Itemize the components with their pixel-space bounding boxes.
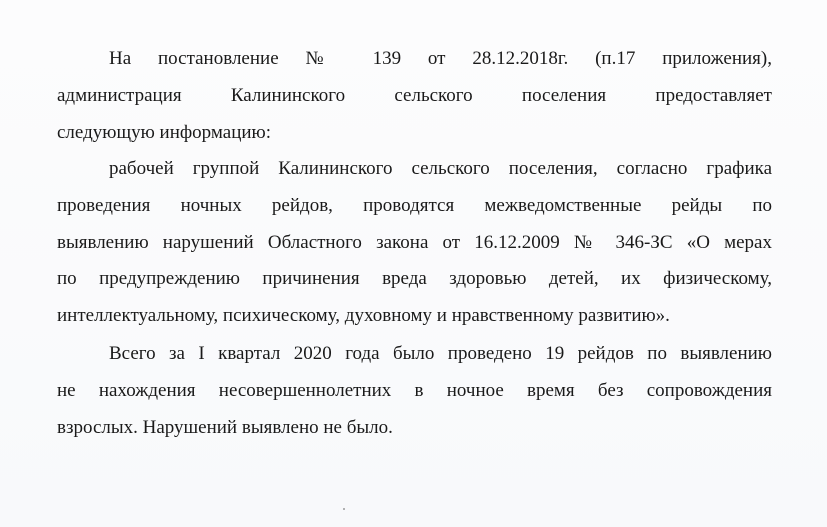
text-line: выявлению нарушений Областного закона от 16.12.2009 № 346-ЗС «О мерах xyxy=(57,231,772,253)
text-line: На постановление № 139 от 28.12.2018г. (п.17 приложения), xyxy=(109,48,772,69)
text-line: взрослых. Нарушений выявлено не было. xyxy=(57,416,393,438)
text-line: по предупреждению причинения вреда здоровью детей, их физическому, xyxy=(57,268,772,290)
paragraph-raids-description xyxy=(57,151,772,335)
text-line: не нахождения несовершеннолетних в ночное время без сопровождения xyxy=(57,379,772,401)
text-line: рабочей группой Калининского сельского поселения, согласно графика xyxy=(109,158,772,179)
text-line: администрация Калининского сельского поселения предоставляет xyxy=(57,84,772,106)
text-line: проведения ночных рейдов, проводятся межведомственные рейды по xyxy=(57,194,772,216)
paragraph-quarter-results xyxy=(57,336,772,446)
scan-speck xyxy=(343,508,345,510)
text-line: интеллектуальному, психическому, духовному и нравственному развитию». xyxy=(57,305,670,327)
text-line: следующую информацию: xyxy=(57,121,272,143)
paragraph-resolution-reference xyxy=(57,41,772,151)
text-line: Всего за I квартал 2020 года было проведено 19 рейдов по выявлению xyxy=(109,343,772,364)
